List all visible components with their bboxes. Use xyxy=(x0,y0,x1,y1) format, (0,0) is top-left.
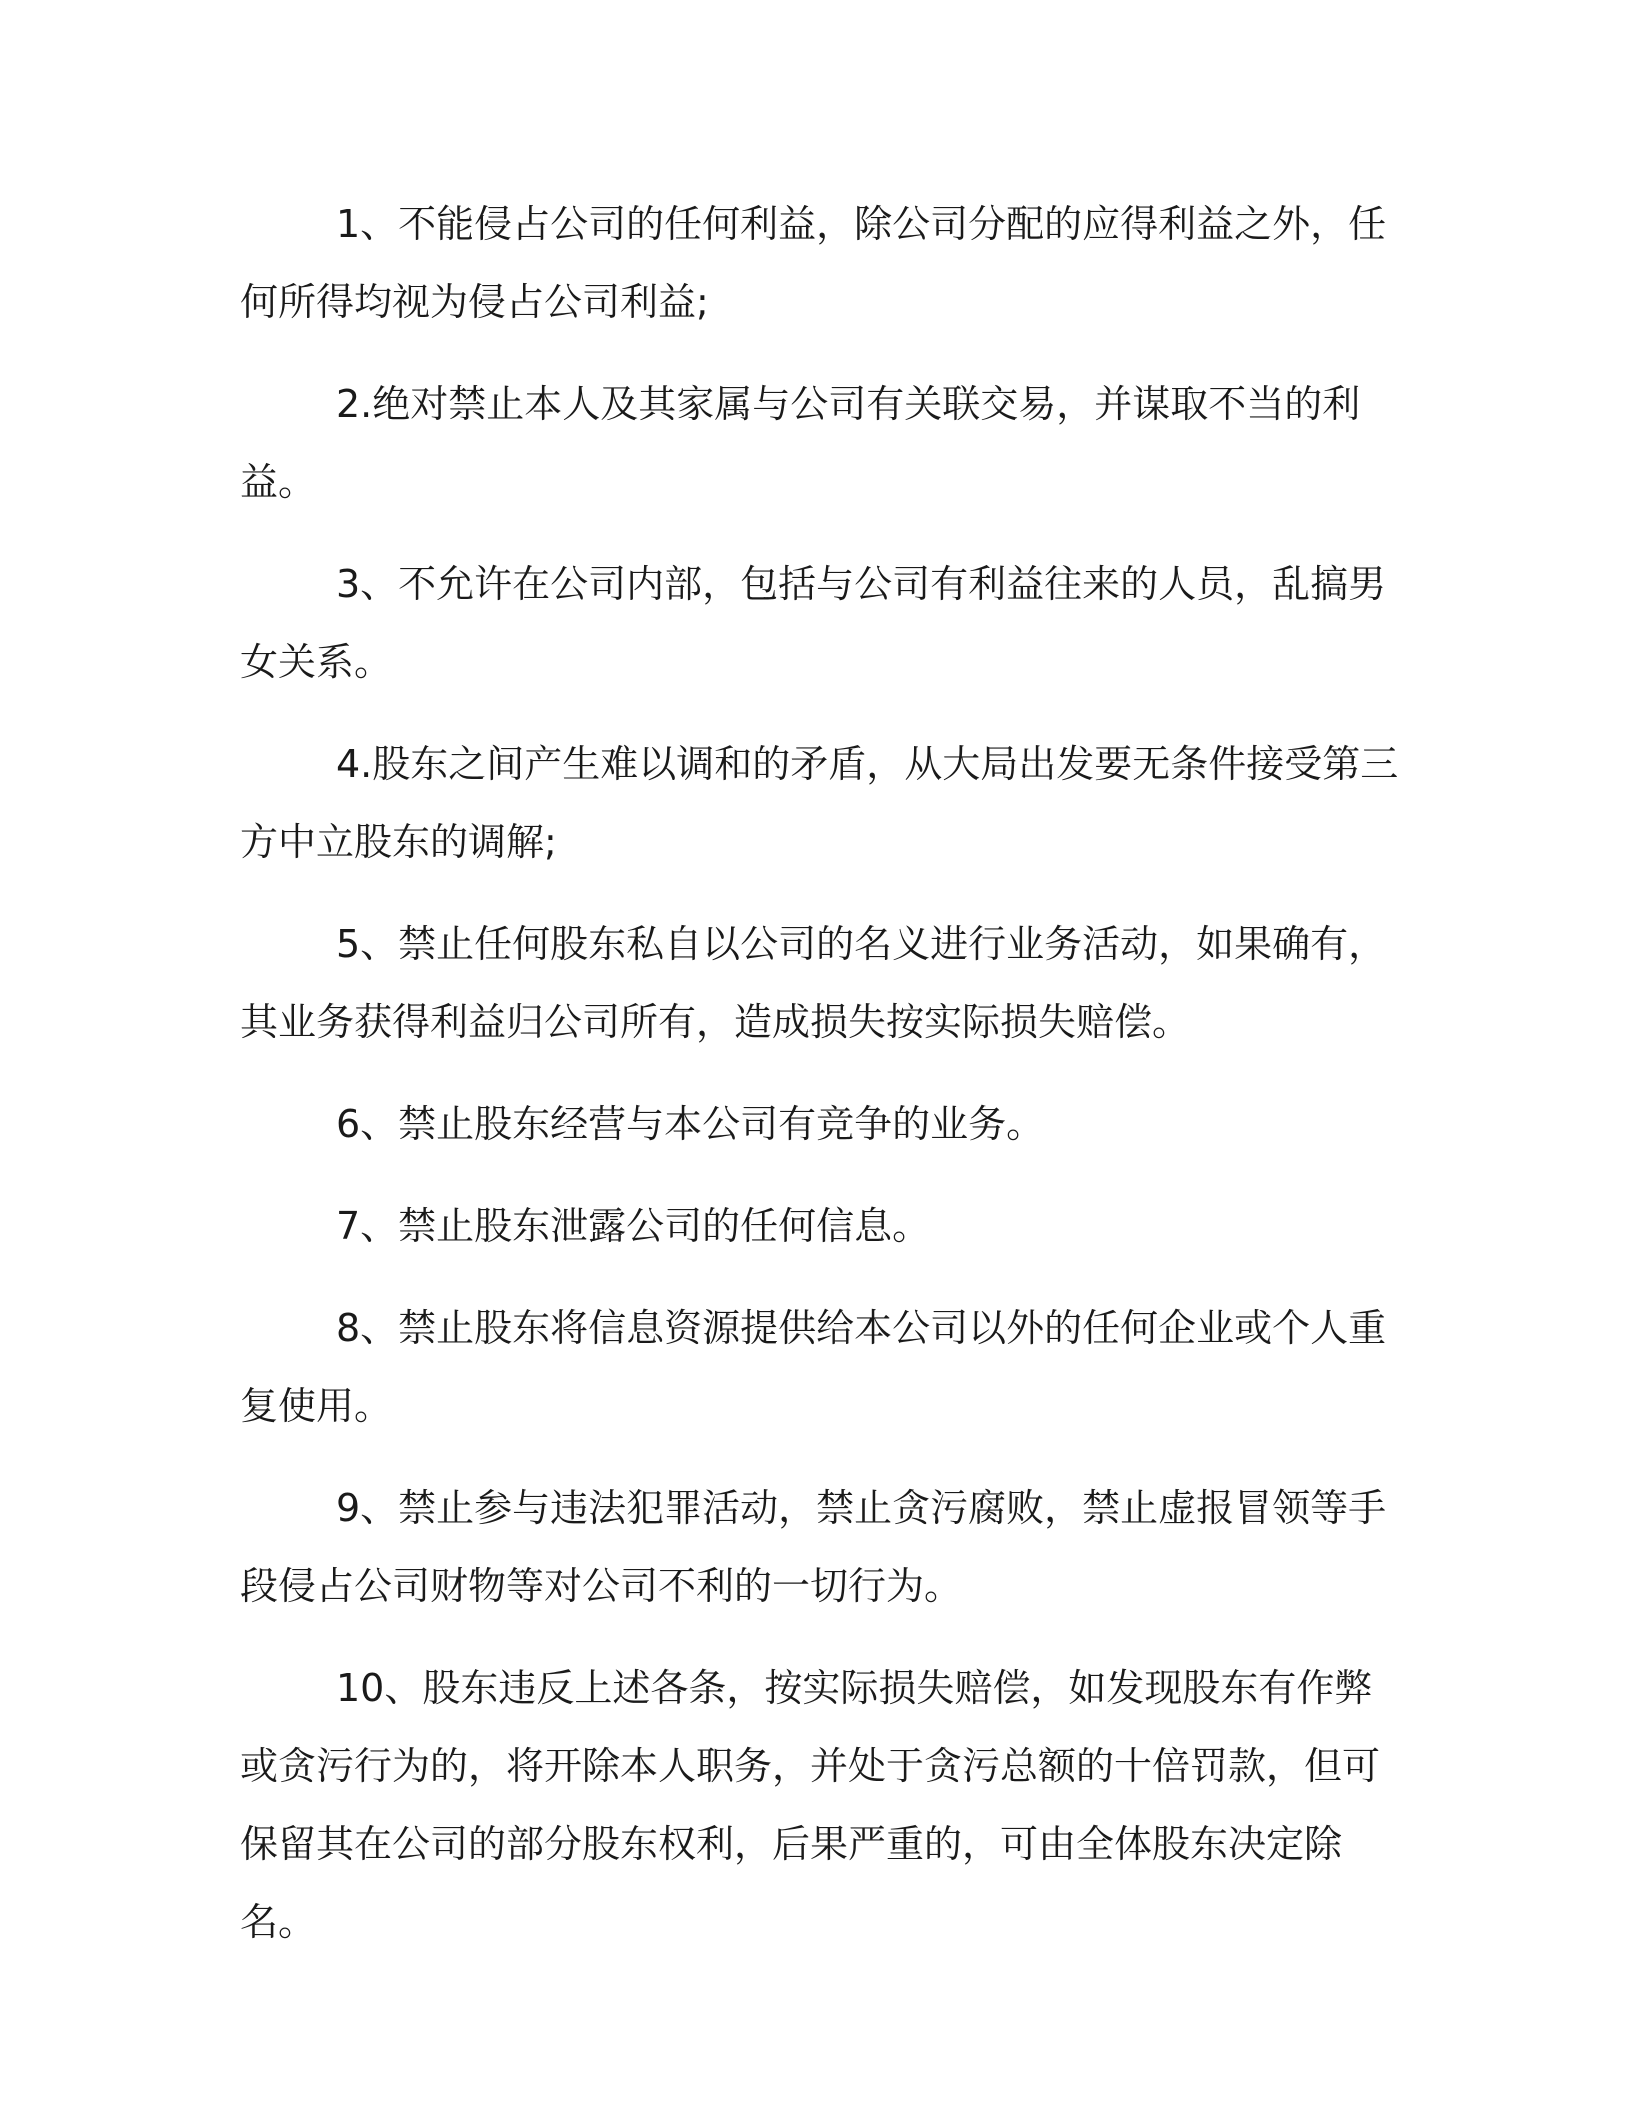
clause-10: 10、股东违反上述各条，按实际损失赔偿，如发现股东有作弊或贪污行为的，将开除本人职务，并处于贪污总额的十倍罚款，但可保留其在公司的部分股东权利，后果严重的，可由全体股东决定除名。 xyxy=(240,1666,1381,1944)
clause-2: 2.绝对禁止本人及其家属与公司有关联交易，并谋取不当的利益。 xyxy=(240,382,1361,504)
clause-5: 5、禁止任何股东私自以公司的名义进行业务活动，如果确有，其业务获得利益归公司所有，造成损失按实际损失赔偿。 xyxy=(240,922,1387,1044)
clause-9: 9、禁止参与违法犯罪活动，禁止贪污腐败，禁止虚报冒领等手段侵占公司财物等对公司不利的一切行为。 xyxy=(240,1486,1387,1608)
clause-1: 1、不能侵占公司的任何利益，除公司分配的应得利益之外，任何所得均视为侵占公司利益; xyxy=(240,202,1387,324)
clause-3: 3、不允许在公司内部，包括与公司有利益往来的人员，乱搞男女关系。 xyxy=(240,562,1387,684)
clause-6: 6、禁止股东经营与本公司有竞争的业务。 xyxy=(336,1102,1045,1146)
clause-8: 8、禁止股东将信息资源提供给本公司以外的任何企业或个人重复使用。 xyxy=(240,1306,1387,1428)
clause-7: 7、禁止股东泄露公司的任何信息。 xyxy=(336,1204,931,1248)
document-body xyxy=(240,185,1400,1985)
clause-4: 4.股东之间产生难以调和的矛盾，从大局出发要无条件接受第三方中立股东的调解; xyxy=(240,742,1399,864)
